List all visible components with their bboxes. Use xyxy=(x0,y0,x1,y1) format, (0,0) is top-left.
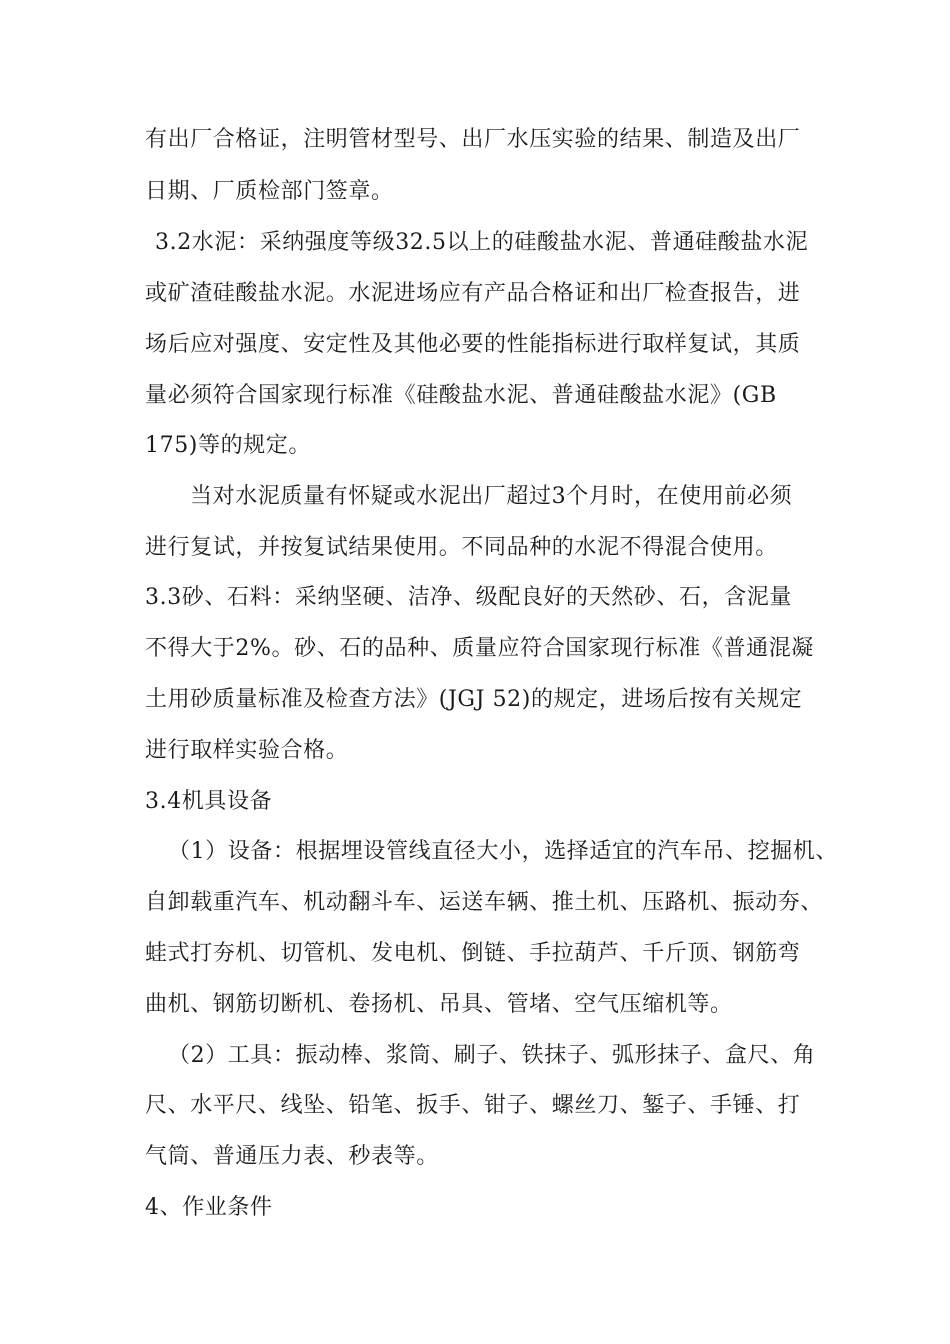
text-line: 尺、水平尺、线坠、铅笔、扳手、钳子、螺丝刀、錾子、手锤、打 xyxy=(145,1093,801,1118)
section-4-heading: 4、作业条件 xyxy=(145,1195,273,1220)
section-3-3-heading-line: 3.3砂、石料：采纳坚硬、洁净、级配良好的天然砂、石，含泥量 xyxy=(145,585,792,610)
text-line: 175)等的规定。 xyxy=(145,433,311,458)
section-3-4-heading: 3.4机具设备 xyxy=(145,789,273,814)
text-line: 进行取样实验合格。 xyxy=(145,738,349,763)
text-line: （1）设备：根据埋设管线直径大小，选择适宜的汽车吊、挖掘机、 xyxy=(168,839,838,864)
text-line: 当对水泥质量有怀疑或水泥出厂超过3个月时，在使用前必须 xyxy=(190,484,793,509)
section-3-2-heading-line: 3.2水泥：采纳强度等级32.5以上的硅酸盐水泥、普通硅酸盐水泥 xyxy=(155,230,809,255)
text-line: 量必须符合国家现行标准《硅酸盐水泥、普通硅酸盐水泥》(GB xyxy=(145,383,777,408)
text-line: 或矿渣硅酸盐水泥。水泥进场应有产品合格证和出厂检查报告，进 xyxy=(145,281,801,306)
text-line: 不得大于2%。砂、石的品种、质量应符合国家现行标准《普通混凝 xyxy=(145,636,814,661)
text-line: 土用砂质量标准及检查方法》(JGJ 52)的规定，进场后按有关规定 xyxy=(145,687,803,712)
text-line: 有出厂合格证，注明管材型号、出厂水压实验的结果、制造及出厂 xyxy=(145,127,801,152)
text-line: （2）工具：振动棒、浆筒、刷子、铁抹子、弧形抹子、盒尺、角 xyxy=(168,1043,816,1068)
text-line: 自卸载重汽车、机动翻斗车、运送车辆、推土机、压路机、振动夯、 xyxy=(145,890,824,915)
text-line: 蛙式打夯机、切管机、发电机、倒链、手拉葫芦、千斤顶、钢筋弯 xyxy=(145,941,801,966)
text-line: 气筒、普通压力表、秒表等。 xyxy=(145,1144,439,1169)
text-line: 场后应对强度、安定性及其他必要的性能指标进行取样复试，其质 xyxy=(145,332,801,357)
text-line: 曲机、钢筋切断机、卷扬机、吊具、管堵、空气压缩机等。 xyxy=(145,992,733,1017)
text-line: 日期、厂质检部门签章。 xyxy=(145,179,394,204)
text-line: 进行复试，并按复试结果使用。不同品种的水泥不得混合使用。 xyxy=(145,535,778,560)
